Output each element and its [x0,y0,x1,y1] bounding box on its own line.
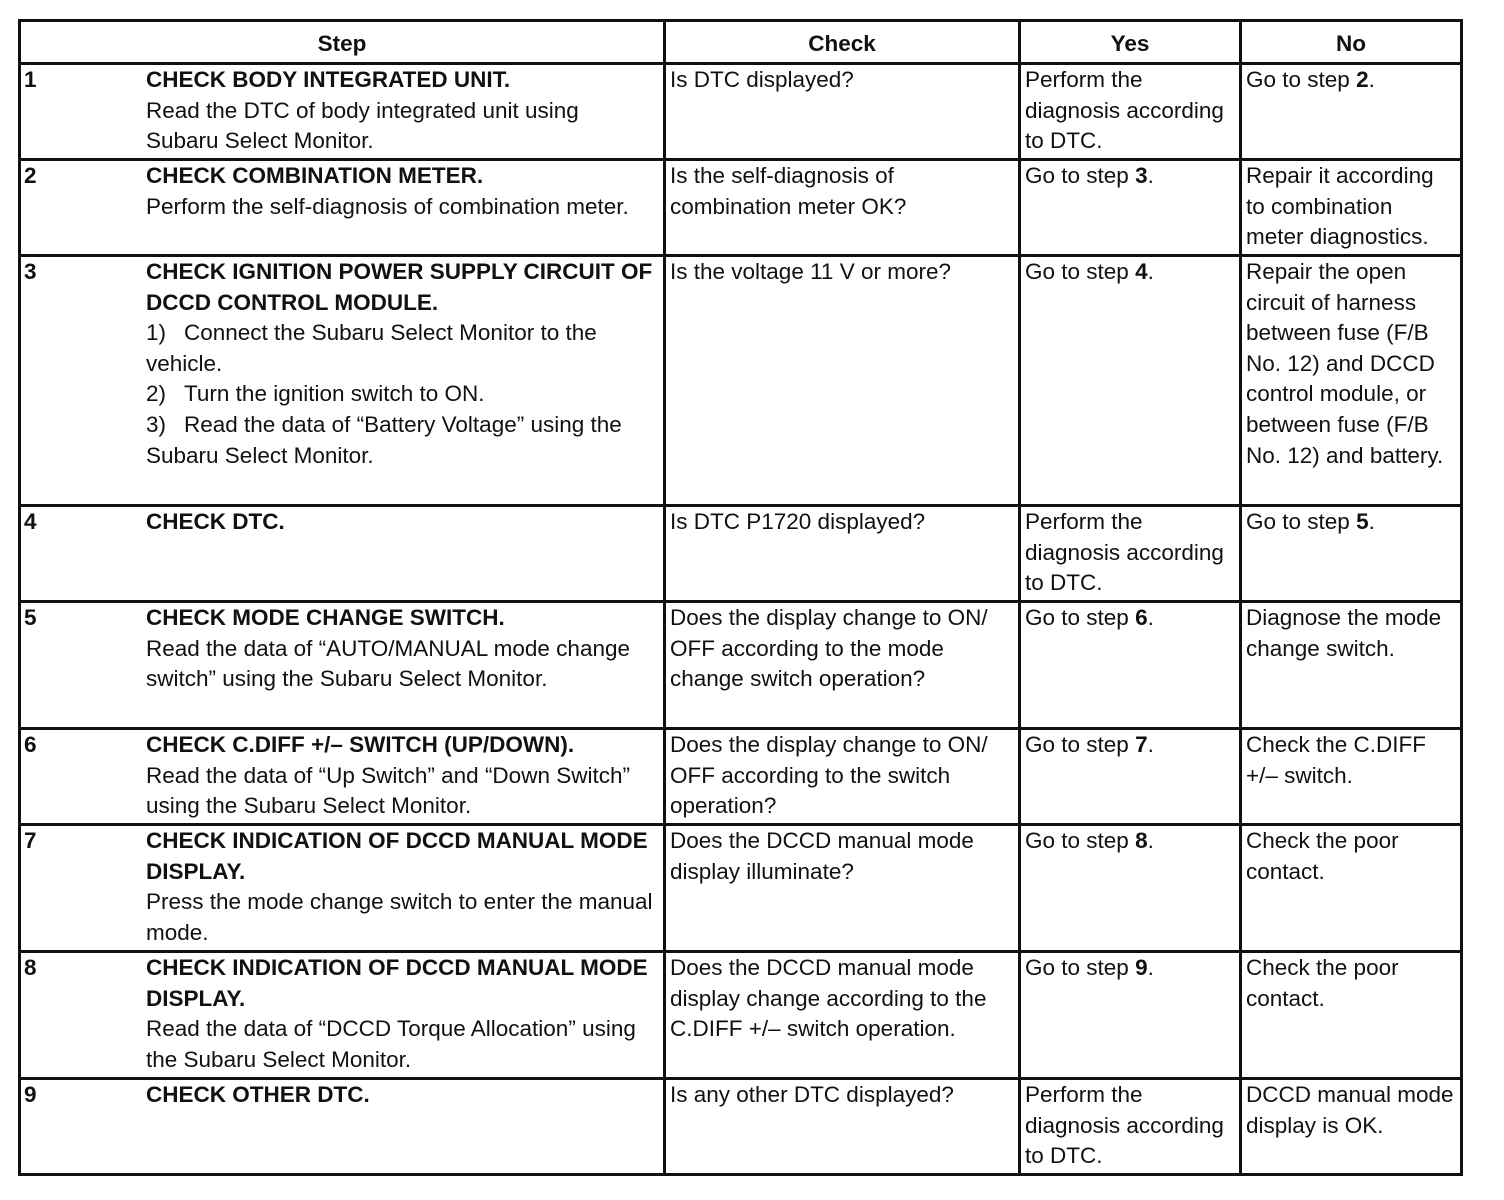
check-cell: Is the self-diagnosis of combination meter OK? [665,160,1020,256]
step-body [146,730,659,822]
yes-cell [1020,256,1241,506]
step-title: CHECK DTC. [146,509,285,534]
goto-step-number: 4 [1135,259,1148,284]
step-number: 1 [24,67,37,92]
goto-prefix: Go to step [1025,732,1136,757]
goto-suffix: . [1147,259,1154,284]
substep-list [146,318,655,471]
step-title: CHECK OTHER DTC. [146,1082,370,1107]
substep-index: 1) [146,320,167,346]
step-title: CHECK C.DIFF +/– SWITCH (UP/DOWN). [146,732,575,757]
substep-text: Read the data of “Battery Voltage” using the Subaru Select Monitor. [146,411,622,468]
yes-cell [1020,602,1241,729]
table-row [20,64,1462,160]
step-number: 6 [24,732,37,757]
goto-suffix: . [1147,955,1154,980]
goto-suffix: . [1368,67,1375,92]
step-instruction: Read the DTC of body integrated unit using Subaru Select Monitor. [146,97,579,154]
step-instruction: Press the mode change switch to enter the manual mode. [146,889,653,945]
step-instruction: Read the data of “DCCD Torque Allocation” using the Subaru Select Monitor. [146,1016,636,1072]
check-cell: Is DTC displayed? [665,64,1020,160]
yes-cell [1020,952,1241,1079]
substep-item [146,318,655,379]
table-row [20,256,1462,506]
step-number: 8 [24,955,37,980]
step-body [146,826,659,948]
no-cell [1241,506,1462,602]
step-body [146,603,659,695]
step-title: CHECK INDICATION OF DCCD MANUAL MODE DISPLAY. [146,955,648,1011]
goto-prefix: Go to step [1025,605,1136,630]
step-number: 4 [24,509,37,534]
step-body [146,507,659,538]
no-cell [1241,64,1462,160]
substep-text: Connect the Subaru Select Monitor to the vehicle. [146,320,597,376]
check-cell: Does the display change to ON/ OFF according to the mode change switch operation? [665,602,1020,729]
yes-cell [1020,160,1241,256]
header-yes: Yes [1020,21,1241,64]
substep-item [146,379,655,410]
yes-cell [1020,825,1241,952]
goto-step-number: 6 [1135,605,1148,630]
substep-index: 3) [146,411,167,437]
step-body [146,1080,659,1111]
check-cell: Does the display change to ON/ OFF according to the switch operation? [665,729,1020,825]
diagnostic-table [18,19,1463,1176]
diagnostic-procedure-page [18,19,1460,1176]
table-header-row [20,21,1462,64]
goto-prefix: Go to step [1025,163,1136,188]
goto-prefix: Go to step [1025,828,1136,853]
step-cell [20,1079,665,1175]
step-number: 9 [24,1082,37,1107]
goto-step-number: 5 [1356,509,1369,534]
goto-step-number: 2 [1356,67,1369,92]
check-cell: Is the voltage 11 V or more? [665,256,1020,506]
yes-cell: Perform the diagnosis according to DTC. [1020,64,1241,160]
step-title: CHECK COMBINATION METER. [146,163,484,188]
check-cell: Does the DCCD manual mode display change according to the C.DIFF +/– switch operation. [665,952,1020,1079]
no-cell: Check the C.DIFF +/– switch. [1241,729,1462,825]
substep-item [146,410,655,471]
step-title: CHECK BODY INTEGRATED UNIT. [146,67,511,92]
table-row [20,160,1462,256]
step-title: CHECK INDICATION OF DCCD MANUAL MODE DISPLAY. [146,828,648,884]
step-number: 5 [24,605,37,630]
table-row [20,729,1462,825]
step-number: 3 [24,259,37,284]
goto-suffix: . [1147,163,1154,188]
no-cell: Check the poor contact. [1241,825,1462,952]
goto-step-number: 7 [1135,732,1148,757]
no-cell: Check the poor contact. [1241,952,1462,1079]
goto-suffix: . [1368,509,1375,534]
step-cell [20,952,665,1079]
step-cell [20,825,665,952]
step-cell [20,506,665,602]
step-cell [20,64,665,160]
no-cell: DCCD manual mode display is OK. [1241,1079,1462,1175]
header-step: Step [20,21,665,64]
step-cell [20,729,665,825]
step-cell [20,602,665,729]
table-row [20,602,1462,729]
goto-suffix: . [1147,732,1154,757]
step-cell [20,160,665,256]
step-number: 7 [24,828,37,853]
table-row [20,506,1462,602]
step-title: CHECK MODE CHANGE SWITCH. [146,605,505,630]
step-body [146,953,659,1075]
goto-step-number: 8 [1135,828,1148,853]
step-title: CHECK IGNITION POWER SUPPLY CIRCUIT OF DCCD CONTROL MODULE. [146,259,653,315]
goto-prefix: Go to step [1246,509,1357,534]
step-body [146,65,659,157]
step-cell [20,256,665,506]
check-cell: Is DTC P1720 displayed? [665,506,1020,602]
table-row [20,825,1462,952]
substep-index: 2) [146,381,167,407]
goto-prefix: Go to step [1025,955,1136,980]
substep-text: Turn the ignition switch to ON. [184,381,485,407]
yes-cell [1020,729,1241,825]
step-instruction: Perform the self-diagnosis of combination meter. [146,193,629,219]
header-no: No [1241,21,1462,64]
step-number: 2 [24,163,37,188]
goto-step-number: 3 [1135,163,1148,188]
step-instruction: Read the data of “Up Switch” and “Down Switch” using the Subaru Select Monitor. [146,762,630,819]
step-body [146,257,659,471]
goto-step-number: 9 [1135,955,1148,980]
yes-cell: Perform the diagnosis according to DTC. [1020,1079,1241,1175]
table-row [20,952,1462,1079]
check-cell: Does the DCCD manual mode display illuminate? [665,825,1020,952]
step-body [146,161,659,222]
no-cell: Repair the open circuit of harness between fuse (F/B No. 12) and DCCD control module, or between fuse (F/B No. 12) and battery. [1241,256,1462,506]
header-check: Check [665,21,1020,64]
no-cell: Repair it according to combination meter diagnostics. [1241,160,1462,256]
table-row [20,1079,1462,1175]
goto-prefix: Go to step [1025,259,1136,284]
yes-cell: Perform the diagnosis according to DTC. [1020,506,1241,602]
check-cell: Is any other DTC displayed? [665,1079,1020,1175]
no-cell: Diagnose the mode change switch. [1241,602,1462,729]
goto-prefix: Go to step [1246,67,1357,92]
step-instruction: Read the data of “AUTO/MANUAL mode change switch” using the Subaru Select Monitor. [146,635,631,692]
goto-suffix: . [1147,828,1154,853]
goto-suffix: . [1147,605,1154,630]
